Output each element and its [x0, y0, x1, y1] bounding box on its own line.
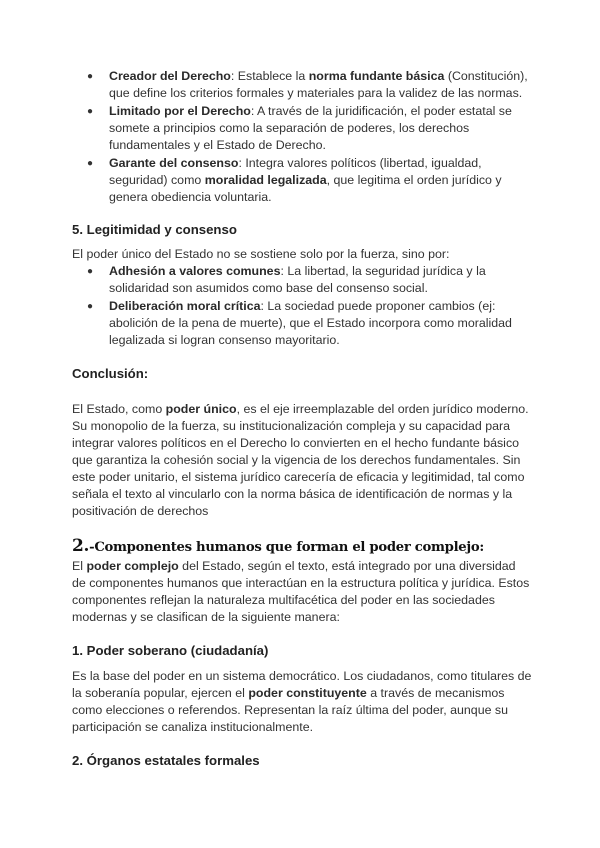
bullet-icon: ● [87, 301, 94, 312]
bullet-icon: ● [87, 71, 94, 82]
section-intro: El poder único del Estado no se sostiene solo por la fuerza, sino por: [72, 247, 450, 261]
item-bold-term: Garante del consenso [109, 156, 239, 170]
item-text: : Integra valores políticos (libertad, igualdad, seguridad) como [109, 156, 482, 187]
list-item [72, 155, 532, 206]
item-bold-term: Limitado por el Derecho [109, 104, 251, 118]
conclusion-heading: Conclusión: [72, 366, 149, 381]
bullet-icon: ● [87, 266, 94, 277]
section-heading: 5. Legitimidad y consenso [72, 222, 237, 237]
list-item [72, 103, 532, 154]
item-bold-term: Creador del Derecho [109, 69, 231, 83]
subsection-paragraph: Es la base del poder en un sistema democrático. Los ciudadanos, como titulares de la soberanía popular, ejercen el poder constituyente a través de mecanismos como elecciones o referendos. Representan la raíz última del poder, aunque su participación se canaliza institucionalmente. [72, 669, 532, 734]
bullet-icon: ● [87, 158, 94, 169]
part-paragraph: El poder complejo del Estado, según el texto, está integrado por una diversidad de componentes humanos que interactúan en la estructura política y jurídica. Estos componentes reflejan la naturaleza multifacética del poder en las sociedades modernas y se clasifican de la siguiente manera: [72, 559, 530, 624]
list-item [72, 68, 532, 102]
item-text: , que legitima el orden jurídico y genera obediencia voluntaria. [109, 173, 502, 204]
subsection-heading: 1. Poder soberano (ciudadanía) [72, 643, 269, 658]
item-bold-phrase: norma fundante básica [308, 69, 445, 83]
legitimacy-list [72, 263, 532, 349]
item-text: : La sociedad puede proponer cambios (ej: abolición de la pena de muerte), que el Estado incorpora como moralidad legalizada si logran consenso mayoritario. [109, 299, 512, 347]
page-content [72, 68, 532, 770]
bullet-icon: ● [87, 106, 94, 117]
list-item [72, 298, 532, 349]
item-text: : A través de la juridificación, el poder estatal se somete a principios como la separación de poderes, los derechos fundamentales y el Estado de Derecho. [109, 104, 512, 152]
conclusion-paragraph: El Estado, como poder único, es el eje irreemplazable del orden jurídico moderno. Su monopolio de la fuerza, su institucionalización compleja y su capacidad para integrar valores políticos en el Derecho lo convierten en el hecho fundante básico que garantiza la cohesión social y la vigencia de los derechos fundamentales. Sin este poder unitario, el sistema jurídico carecería de eficacia y legitimidad, tal como señala el texto al vincularlo con la norma básica de identificación de normas y la positivación de derechos [72, 402, 529, 518]
list-item [72, 263, 532, 297]
item-text: : Establece la [230, 69, 309, 83]
subsection-heading: 2. Órganos estatales formales [72, 753, 260, 768]
state-roles-list [72, 68, 532, 206]
part-heading: 2.-Componentes humanos que forman el poder complejo: [72, 536, 484, 556]
item-bold-term: Adhesión a valores comunes [109, 264, 281, 278]
item-text: (Constitución), que define los criterios formales y materiales para la validez de las normas. [109, 69, 528, 100]
item-bold-term: Deliberación moral crítica [109, 299, 261, 313]
item-text: : La libertad, la seguridad jurídica y la solidaridad son asumidos como base del consenso social. [109, 264, 486, 295]
item-bold-phrase: moralidad legalizada [204, 173, 327, 187]
